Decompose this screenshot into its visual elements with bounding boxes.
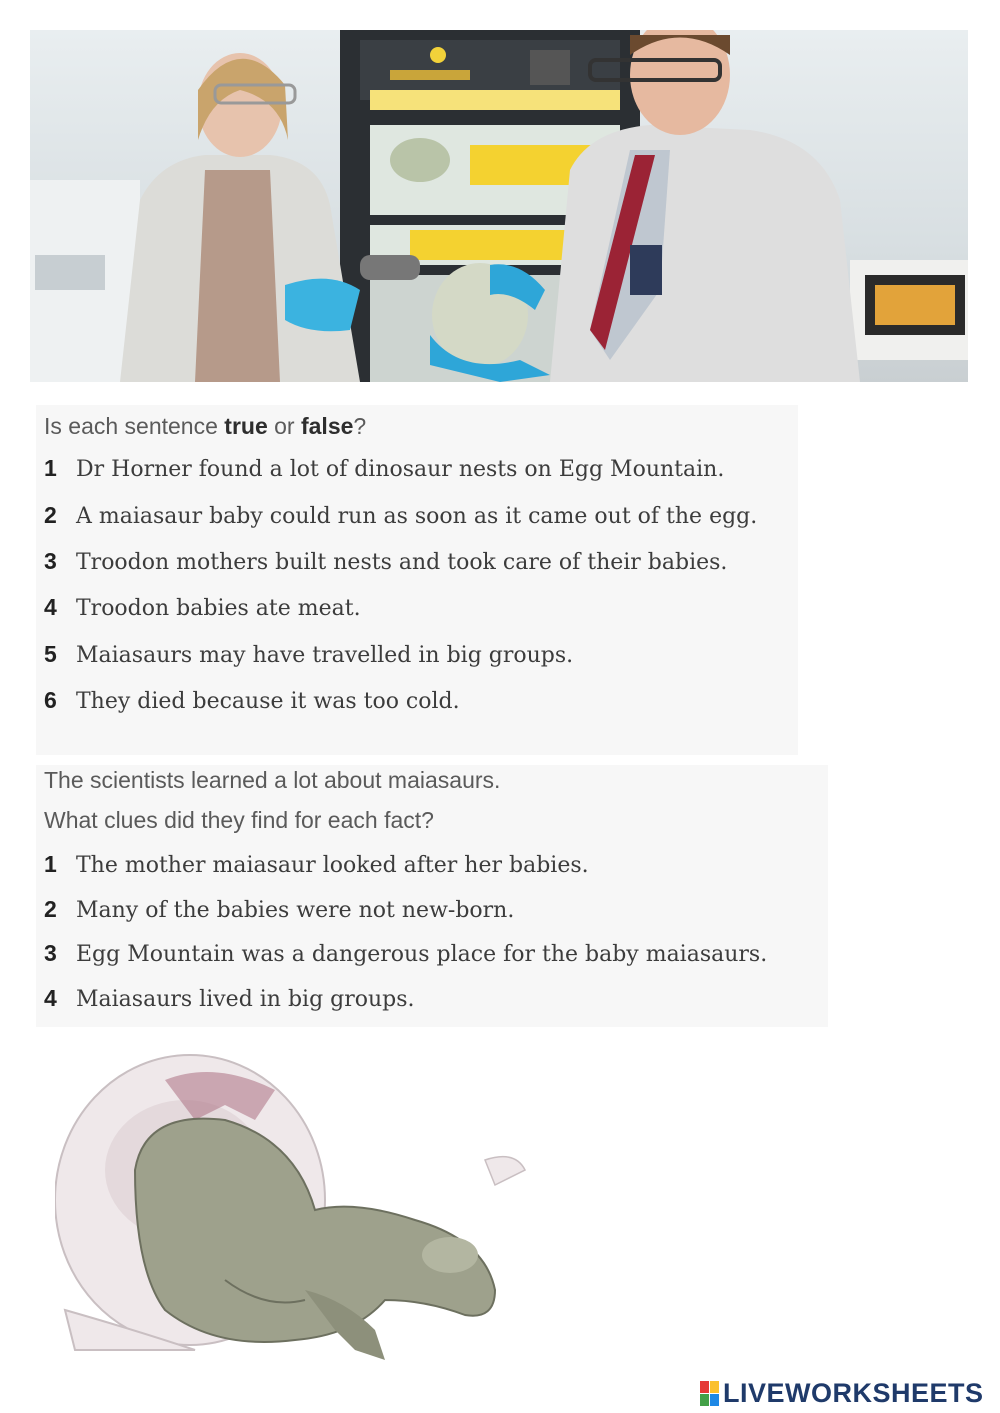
list-item: 1 The mother maiasaur looked after her babies.	[44, 851, 589, 878]
hatching-dinosaur-illustration	[55, 1050, 555, 1380]
list-item: 4 Troodon babies ate meat.	[44, 594, 361, 621]
list-item: 1 Dr Horner found a lot of dinosaur nests on Egg Mountain.	[44, 455, 725, 482]
lab-scientists-photo	[30, 30, 968, 382]
list-item: 2 A maiasaur baby could run as soon as it came out of the egg.	[44, 502, 758, 529]
list-item: 5 Maiasaurs may have travelled in big groups.	[44, 641, 574, 668]
list-item: 4 Maiasaurs lived in big groups.	[44, 985, 415, 1012]
list-item: 2 Many of the babies were not new-born.	[44, 896, 515, 923]
true-false-section	[36, 405, 798, 755]
clues-intro-line: The scientists learned a lot about maiasaurs.	[44, 767, 501, 793]
liveworksheets-logo	[700, 1378, 984, 1408]
true-false-instruction: Is each sentence true or false?	[44, 413, 367, 439]
clues-section	[36, 765, 828, 1027]
liveworksheets-wordmark: LIVEWORKSHEETS	[723, 1377, 984, 1408]
list-item: 6 They died because it was too cold.	[44, 687, 460, 714]
clues-question-line: What clues did they find for each fact?	[44, 807, 434, 833]
liveworksheets-mark-icon	[700, 1381, 719, 1406]
list-item: 3 Troodon mothers built nests and took care of their babies.	[44, 548, 728, 575]
list-item: 3 Egg Mountain was a dangerous place for the baby maiasaurs.	[44, 940, 768, 967]
